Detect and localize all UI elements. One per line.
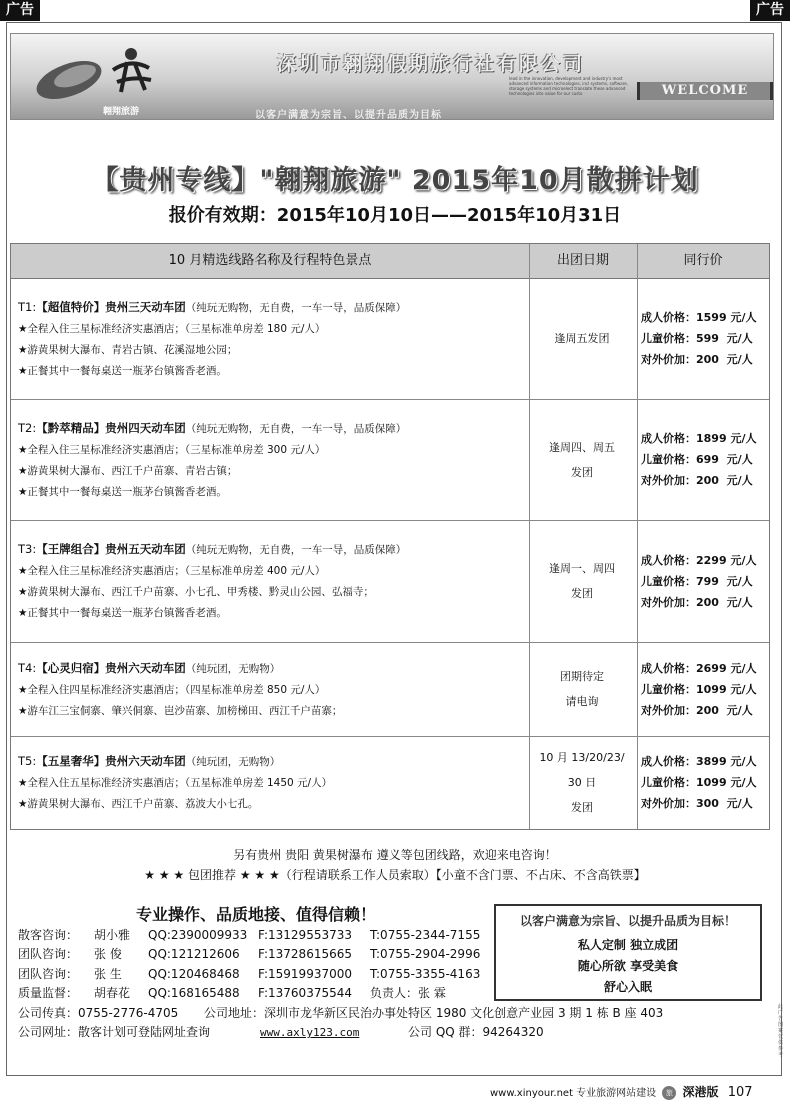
route-code: T1: bbox=[18, 300, 37, 314]
page-number: 107 bbox=[727, 1085, 753, 1100]
contact-role: 团队咨询： bbox=[18, 947, 79, 962]
price-line: 儿童价格：1099 元/人 bbox=[641, 683, 757, 696]
page-footer bbox=[490, 1083, 753, 1100]
price-line: 对外价加：200 元/人 bbox=[641, 596, 753, 609]
price-line: 儿童价格：1099 元/人 bbox=[641, 776, 757, 789]
route-feature: ★正餐其中一餐每桌送一瓶茅台镇酱香老酒。 bbox=[18, 486, 227, 498]
logo-text: 翱翔旅游 bbox=[103, 107, 140, 117]
route-feature: ★全程入住三星标准经济实惠酒店；（三星标准单房差 400 元/人） bbox=[18, 565, 326, 577]
side-disclaimer: 此广告图案仅供参考 bbox=[778, 1004, 784, 1058]
banner-english-text: lead in the innovation, development and industry's most advanced information technologies, incl systems, software, storage systems and microelect translate these advanced technologies into value for our custo bbox=[509, 76, 628, 96]
route-note: （纯玩团，无购物） bbox=[185, 663, 281, 675]
contact-phone: T:0755-2344-7155 bbox=[370, 928, 481, 942]
route-feature: ★游黄果树大瀑布、西江千户苗寨、小七孔、甲秀楼、黔灵山公园、弘福寺； bbox=[18, 586, 374, 598]
footer-url: www.xinyour.net 专业旅游网站建设 bbox=[490, 1088, 657, 1099]
company-name: 深圳市翱翔假期旅行社有限公司 bbox=[277, 53, 586, 75]
footer-logo-icon: 旅 bbox=[662, 1086, 676, 1100]
price-list bbox=[641, 751, 756, 814]
contact-name: 胡小雅 bbox=[94, 928, 131, 942]
route-feature: ★游黄果树大瀑布、青岩古镇、花溪湿地公园； bbox=[18, 344, 238, 356]
route-title bbox=[18, 539, 406, 561]
price-line: 儿童价格：799 元/人 bbox=[641, 575, 753, 588]
departure-line: 请电询 bbox=[565, 695, 599, 708]
company-banner bbox=[10, 33, 774, 120]
contact-mobile: F:13728615665 bbox=[258, 947, 352, 962]
slogan-box-title: 以客户满意为宗旨、以提升品质为目标！ bbox=[519, 914, 736, 928]
charter-note: 另有贵州 贵阳 黄果树瀑布 遵义等包团线路，欢迎来电咨询！ bbox=[233, 848, 557, 862]
slogan-box bbox=[494, 904, 762, 1001]
price-list bbox=[641, 307, 756, 370]
route-note: （纯玩团，无购物） bbox=[185, 756, 281, 768]
departure-date bbox=[529, 435, 635, 485]
departure-date bbox=[529, 556, 635, 606]
header-price: 同行价 bbox=[683, 253, 723, 268]
contact-name: 张 生 bbox=[94, 966, 122, 981]
departure-line: 发团 bbox=[571, 587, 593, 600]
route-feature: ★全程入住五星标准经济实惠酒店；（五星标准单房差 1450 元/人） bbox=[18, 777, 333, 789]
route-code: T2: bbox=[18, 421, 37, 435]
website-label: 公司网址：散客计划可登陆网址查询 bbox=[18, 1024, 211, 1039]
departure-date bbox=[529, 326, 635, 351]
price-line: 成人价格：2299 元/人 bbox=[641, 554, 757, 567]
fax-text: 公司传真：0755-2776-4705 bbox=[18, 1005, 179, 1020]
departure-line: 逢周一、周四 bbox=[549, 562, 615, 575]
ad-label-right: 广告 bbox=[750, 0, 790, 21]
charter-recommend: ★ ★ ★ 包团推荐 ★ ★ ★（行程请联系工作人员索取）【小童不含门票、不占床、不含高铁票】 bbox=[144, 868, 646, 882]
route-feature: ★游黄果树大瀑布、西江千户苗寨、荔波大小七孔。 bbox=[18, 798, 259, 810]
departure-line: 10 月 13/20/23/ bbox=[539, 751, 625, 764]
price-list bbox=[641, 550, 756, 613]
contact-mobile: F:13129553733 bbox=[258, 928, 352, 942]
contact-mobile: F:13760375544 bbox=[258, 986, 352, 1001]
website-link[interactable]: www.axly123.com bbox=[260, 1025, 360, 1039]
contact-role: 团队咨询： bbox=[18, 966, 79, 981]
price-list bbox=[641, 428, 756, 491]
contact-mobile: F:15919937000 bbox=[258, 966, 352, 981]
header-departure: 出团日期 bbox=[556, 253, 609, 268]
route-title bbox=[18, 418, 406, 440]
contact-qq: QQ:168165488 bbox=[148, 986, 240, 1001]
route-description bbox=[18, 297, 406, 382]
route-note: （纯玩无购物，无自费，一车一导，品质保障） bbox=[185, 544, 407, 556]
route-feature: ★正餐其中一餐每桌送一瓶茅台镇酱香老酒。 bbox=[18, 365, 227, 377]
route-title bbox=[18, 297, 406, 319]
contact-qq: QQ:121212606 bbox=[148, 947, 240, 962]
route-feature: ★全程入住三星标准经济实惠酒店；（三星标准单房差 180 元/人） bbox=[18, 323, 326, 335]
route-code: T5: bbox=[18, 754, 37, 768]
price-list bbox=[641, 658, 756, 721]
price-line: 成人价格：1599 元/人 bbox=[641, 311, 757, 324]
contact-name: 胡春花 bbox=[94, 986, 131, 1001]
slogan-line: 随心所欲 享受美食 bbox=[577, 959, 679, 973]
contact-phone: T:0755-3355-4163 bbox=[370, 966, 481, 981]
route-feature: ★游黄果树大瀑布、西江千户苗寨、青岩古镇； bbox=[18, 465, 238, 477]
table-row bbox=[11, 278, 769, 400]
price-line: 对外价加：200 元/人 bbox=[641, 353, 753, 366]
departure-date bbox=[529, 664, 635, 714]
contact-title: 专业操作、品质地接、值得信赖！ bbox=[136, 905, 377, 924]
price-line: 对外价加：200 元/人 bbox=[641, 474, 753, 487]
departure-line: 发团 bbox=[571, 466, 593, 479]
welcome-badge: WELCOME bbox=[637, 82, 773, 100]
contact-role: 质量监督： bbox=[18, 986, 79, 1001]
departure-line: 30 日 bbox=[567, 776, 597, 789]
price-line: 成人价格：2699 元/人 bbox=[641, 662, 757, 675]
contact-phone: T:0755-2904-2996 bbox=[370, 947, 481, 962]
route-description bbox=[18, 751, 332, 815]
route-feature: ★游车江三宝侗寨、肇兴侗寨、岜沙苗寨、加榜梯田、西江千户苗寨； bbox=[18, 705, 343, 717]
header-route: 10 月精选线路名称及行程特色景点 bbox=[168, 253, 372, 268]
route-code: T4: bbox=[18, 661, 37, 675]
route-name: 【超值特价】贵州三天动车团 bbox=[36, 300, 186, 314]
route-description bbox=[18, 539, 406, 624]
contact-name: 张 俊 bbox=[94, 947, 122, 962]
price-line: 儿童价格：699 元/人 bbox=[641, 453, 753, 466]
route-title bbox=[18, 658, 342, 680]
route-name: 【王牌组合】贵州五天动车团 bbox=[36, 542, 186, 556]
contact-phone: 负责人：张 霖 bbox=[370, 986, 446, 1001]
itinerary-table bbox=[10, 243, 770, 830]
contact-qq: QQ:120468468 bbox=[148, 966, 240, 981]
route-note: （纯玩无购物，无自费，一车一导，品质保障） bbox=[185, 423, 407, 435]
route-name: 【五星奢华】贵州六天动车团 bbox=[36, 754, 186, 768]
departure-date bbox=[529, 745, 635, 820]
contact-role: 散客咨询： bbox=[18, 928, 79, 942]
table-row bbox=[11, 642, 769, 737]
departure-line: 团期待定 bbox=[560, 670, 604, 683]
price-line: 儿童价格：599 元/人 bbox=[641, 332, 753, 345]
price-line: 对外价加：200 元/人 bbox=[641, 704, 753, 717]
departure-line: 发团 bbox=[571, 801, 593, 814]
footer-edition: 深港版 bbox=[682, 1085, 719, 1099]
slogan-line: 舒心入眠 bbox=[603, 980, 652, 994]
address-text: 公司地址：深圳市龙华新区民治办事处特区 1980 文化创意产业园 3 期 1 栋 B 座 403 bbox=[204, 1005, 664, 1020]
price-line: 成人价格：1899 元/人 bbox=[641, 432, 757, 445]
route-description bbox=[18, 658, 342, 722]
route-name: 【心灵归宿】贵州六天动车团 bbox=[36, 661, 186, 675]
route-title bbox=[18, 751, 332, 773]
route-feature: ★全程入住三星标准经济实惠酒店；（三星标准单房差 300 元/人） bbox=[18, 444, 326, 456]
price-line: 成人价格：3899 元/人 bbox=[641, 755, 757, 768]
table-row bbox=[11, 520, 769, 643]
table-row bbox=[11, 399, 769, 521]
banner-slogan: 以客户满意为宗旨、以提升品质为目标 bbox=[255, 110, 442, 121]
route-feature: ★正餐其中一餐每桌送一瓶茅台镇酱香老酒。 bbox=[18, 607, 227, 619]
contact-qq: QQ:2390009933 bbox=[148, 928, 248, 942]
validity-period: 报价有效期：2015年10月10日——2015年10月31日 bbox=[168, 205, 622, 226]
route-feature: ★全程入住四星标准经济实惠酒店；（四星标准单房差 850 元/人） bbox=[18, 684, 326, 696]
departure-line: 逢周四、周五 bbox=[549, 441, 615, 454]
route-code: T3: bbox=[18, 542, 37, 556]
page-title: 【贵州专线】"翱翔旅游" 2015年10月散拼计划 bbox=[91, 165, 699, 196]
departure-line: 逢周五发团 bbox=[554, 332, 610, 345]
ad-label-left: 广告 bbox=[0, 0, 40, 21]
table-row bbox=[11, 736, 769, 829]
price-line: 对外价加：300 元/人 bbox=[641, 797, 753, 810]
route-note: （纯玩无购物，无自费，一车一导，品质保障） bbox=[185, 302, 407, 314]
table-header bbox=[11, 244, 769, 279]
route-description bbox=[18, 418, 406, 503]
route-name: 【黔萃精品】贵州四天动车团 bbox=[36, 421, 186, 435]
slogan-line: 私人定制 独立成团 bbox=[577, 938, 679, 952]
qq-group: 公司 QQ 群：94264320 bbox=[408, 1024, 544, 1039]
